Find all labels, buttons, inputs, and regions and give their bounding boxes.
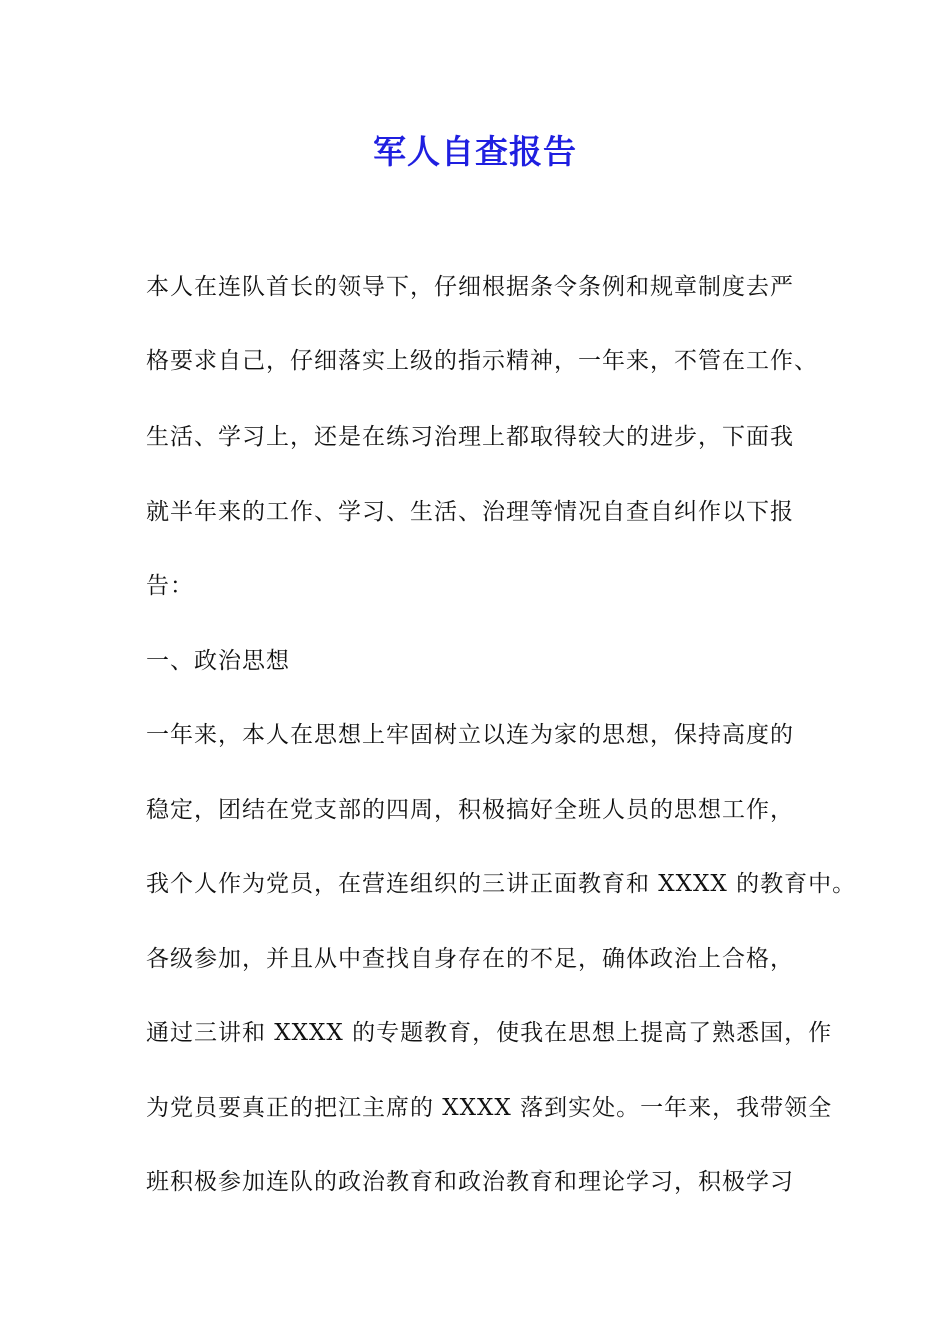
body-text-line: 各级参加，并且从中查找自身存在的不足，确体政治上合格， [146, 946, 794, 972]
body-text-line: 为党员要真正的把江主席的 XXXX 落到实处。一年来，我带领全 [146, 1095, 833, 1121]
document-title: 军人自查报告 [373, 132, 577, 171]
section-heading: 一、政治思想 [146, 648, 290, 674]
body-text-line: 我个人作为党员，在营连组织的三讲正面教育和 XXXX 的教育中。 [146, 871, 857, 897]
body-text-line: 格要求自己，仔细落实上级的指示精神，一年来，不管在工作、 [146, 348, 818, 374]
body-text-line: 稳定，团结在党支部的四周，积极搞好全班人员的思想工作， [146, 797, 794, 823]
body-text-line: 一年来，本人在思想上牢固树立以连为家的思想，保持高度的 [146, 722, 794, 748]
body-text-line: 班积极参加连队的政治教育和政治教育和理论学习，积极学习 [146, 1169, 794, 1195]
body-text-line: 本人在连队首长的领导下，仔细根据条令条例和规章制度去严 [146, 274, 794, 300]
body-text-line: 生活、学习上，还是在练习治理上都取得较大的进步，下面我 [146, 424, 794, 450]
body-text-line: 就半年来的工作、学习、生活、治理等情况自查自纠作以下报 [146, 499, 794, 525]
body-text-line: 告： [146, 573, 194, 599]
body-text-line: 通过三讲和 XXXX 的专题教育，使我在思想上提高了熟悉国，作 [146, 1020, 833, 1046]
